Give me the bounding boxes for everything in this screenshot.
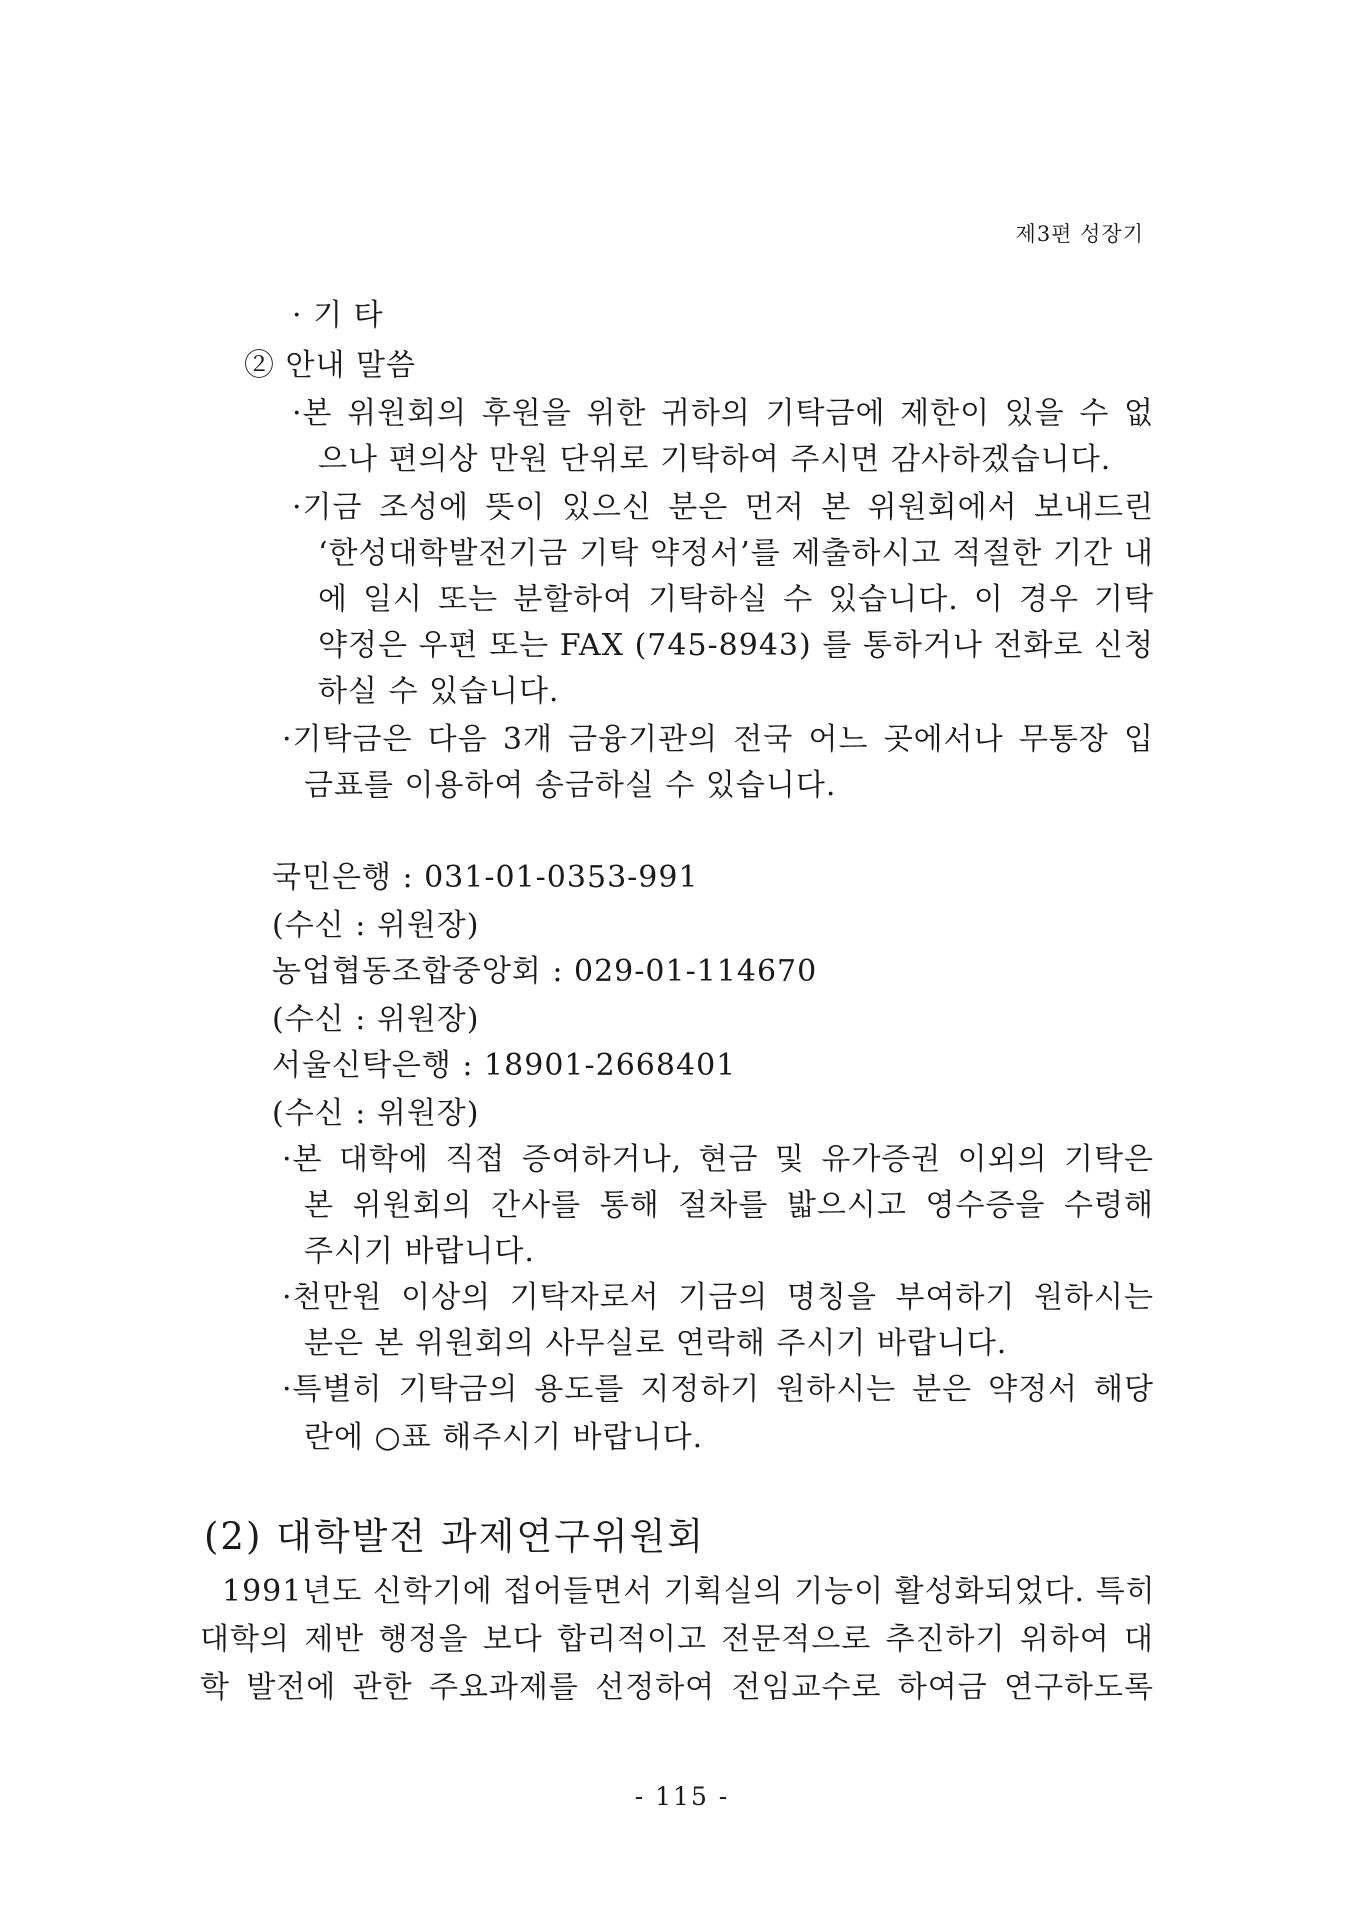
guide-p2-line3: 에 일시 또는 분할하여 기탁하실 수 있습니다. 이 경우 기탁: [318, 582, 1154, 617]
page-number: - 115 -: [634, 1782, 730, 1811]
guide-p2-line2: ‘한성대학발전기금 기탁 약정서’를 제출하시고 적절한 기간 내: [318, 536, 1154, 571]
guide-p3-line1: ·기탁금은 다음 3개 금융기관의 전국 어느 곳에서나 무통장 입: [282, 722, 1154, 757]
section-body-line3: 학 발전에 관한 주요과제를 선정하여 전임교수로 하여금 연구하도록: [200, 1670, 1154, 1705]
bank-account-seoul-trust: 서울신탁은행 : 18901-2668401: [272, 1048, 737, 1083]
guide-p2-line1: ·기금 조성에 뜻이 있으신 분은 먼저 본 위원회에서 보내드린: [292, 490, 1154, 525]
note-1-line3: 주시기 바랍니다.: [304, 1234, 535, 1269]
running-header: 제3편 성장기: [1015, 222, 1144, 246]
guide-p2-line4: 약정은 우편 또는 FAX (745-8943) 를 통하거나 전화로 신청: [318, 628, 1154, 663]
note-1-line1: ·본 대학에 직접 증여하거나, 현금 및 유가증권 이외의 기탁은: [282, 1142, 1154, 1177]
bank-account-nonghyup: 농업협동조합중앙회 : 029-01-114670: [272, 954, 818, 989]
bank-account-kookmin: 국민은행 : 031-01-0353-991: [272, 860, 699, 895]
note-2-line1: ·천만원 이상의 기탁자로서 기금의 명칭을 부여하기 원하시는: [282, 1280, 1154, 1315]
note-1-line2: 본 위원회의 간사를 통해 절차를 밟으시고 영수증을 수령해: [304, 1188, 1154, 1223]
section-body-line1: 1991년도 신학기에 접어들면서 기획실의 기능이 활성화되었다. 특히: [222, 1574, 1156, 1609]
bank-recipient-seoul-trust: (수신 : 위원장): [272, 1096, 480, 1131]
bank-recipient-kookmin: (수신 : 위원장): [272, 908, 480, 943]
guide-p1-line2: 으나 편의상 만원 단위로 기탁하여 주시면 감사하겠습니다.: [318, 442, 1112, 477]
guide-p2-line5: 하실 수 있습니다.: [318, 674, 560, 709]
note-3-line2: 란에 ○표 해주시기 바랍니다.: [304, 1420, 704, 1455]
list-item-other: · 기 타: [292, 298, 384, 333]
bank-recipient-nonghyup: (수신 : 위원장): [272, 1002, 480, 1037]
section-title: (2) 대학발전 과제연구위원회: [204, 1515, 706, 1558]
guide-p1-line1: ·본 위원회의 후원을 위한 귀하의 기탁금에 제한이 있을 수 없: [292, 396, 1154, 431]
section-body-line2: 대학의 제반 행정을 보다 합리적이고 전문적으로 추진하기 위하여 대: [200, 1622, 1154, 1657]
note-2-line2: 분은 본 위원회의 사무실로 연락해 주시기 바랍니다.: [304, 1326, 1008, 1361]
guide-p3-line2: 금표를 이용하여 송금하실 수 있습니다.: [304, 768, 837, 803]
list-item-guide-heading: ② 안내 말씀: [244, 348, 416, 383]
note-3-line1: ·특별히 기탁금의 용도를 지정하기 원하시는 분은 약정서 해당: [282, 1372, 1154, 1407]
